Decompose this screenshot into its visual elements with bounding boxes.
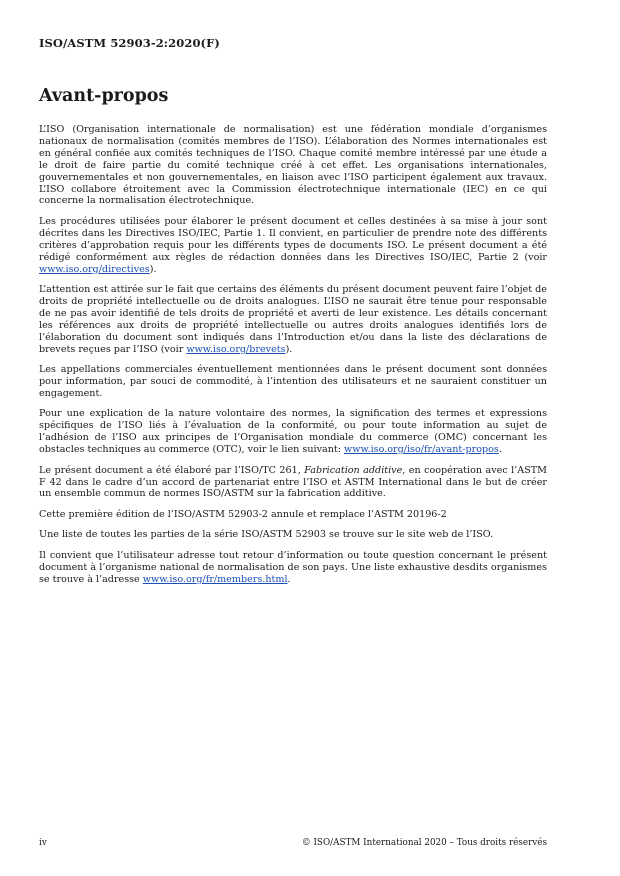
paragraph-procedures [39, 216, 547, 276]
paragraph-feedback-end: . [287, 573, 291, 585]
patents-link[interactable]: www.iso.org/brevets [186, 343, 286, 355]
paragraph-committee-rest: , en coopération avec l’ASTM F 42 dans le cadre d’un accord de partenariat entre l’ISO et ASTM International dans le but de créer un ensemble commun de normes ISO/ASTM sur la fabrication additive. [39, 464, 547, 500]
paragraph-patents-text: L’attention est attirée sur le fait que certains des éléments du présent document peuvent faire l’objet de droits de propriété intellectuelle ou de droits analogues. L’ISO ne saurait être tenue pour responsable de ne pas avoir identifié de tels droits de propriété et averti de leur existence. Les détails concernant les références aux droits de propriété intellectuelle ou autres droits analogues identifiés lors de l’élaboration du document sont indiqués dans l’Introduction et/ou dans la liste des déclarations de brevets reçues par l’ISO (voir [39, 284, 547, 355]
page-title: Avant-propos [39, 86, 169, 106]
paragraph-voluntary-text: Pour une explication de la nature volontaire des normes, la signification des termes et expressions spécifiques de l’ISO liés à l’évaluation de la conformité, ou pour toute information au sujet de l’adhésion de l’ISO aux principes de l’Organisation mondiale du commerce (OMC) concernant les obstacles techniques au commerce (OTC), voir le lien suivant: [39, 408, 547, 456]
paragraph-procedures-text: Les procédures utilisées pour élaborer le présent document et celles destinées à sa mise à jour sont décrites dans les Directives ISO/IEC, Partie 1. Il convient, en particulier de prendre note des différents critères d’approbation requis pour les différents types de documents ISO. Le présent document a été rédigé conformément aux règles de rédaction données dans les Directives ISO/IEC, Partie 2 (voir [39, 215, 547, 263]
directives-link[interactable]: www.iso.org/directives [39, 263, 150, 275]
paragraph-committee-text: Le présent document a été élaboré par l’ISO/TC 261, [39, 464, 305, 476]
paragraph-committee [39, 465, 547, 501]
paragraph-iso-intro: L’ISO (Organisation internationale de normalisation) est une fédération mondiale d’organismes nationaux de normalisation (comités membres de l’ISO). L’élaboration des Normes internationales est en général confiée aux comités techniques de l’ISO. Chaque comité membre intéressé par une étude a le droit de faire partie du comité technique créé à cet effet. Les organisations internationales, gouvernementales et non gouvernementales, en liaison avec l’ISO participent également aux travaux. L’ISO collabore étroitement avec la Commission électrotechnique internationale (IEC) en ce qui concerne la normalisation électrotechnique. [39, 124, 547, 207]
paragraph-voluntary-nature [39, 408, 547, 456]
members-link[interactable]: www.iso.org/fr/members.html [142, 573, 288, 585]
copyright-notice: © ISO/ASTM International 2020 – Tous droits réservés [301, 838, 547, 848]
paragraph-feedback-text: Il convient que l’utilisateur adresse tout retour d’information ou toute question concernant le présent document à l’organisme national de normalisation de son pays. Une liste exhaustive desdits organismes se trouve à l’adresse [39, 549, 547, 585]
paragraph-voluntary-end: . [498, 444, 502, 456]
paragraph-feedback [39, 550, 547, 586]
paragraph-procedures-end: ). [149, 263, 157, 275]
paragraph-series-list: Une liste de toutes les parties de la série ISO/ASTM 52903 se trouve sur le site web de l’ISO. [39, 529, 494, 541]
page-number: iv [39, 838, 47, 848]
committee-title: Fabrication additive [304, 464, 403, 476]
document-header: ISO/ASTM 52903-2:2020(F) [39, 36, 220, 50]
foreword-body [39, 124, 547, 594]
paragraph-edition: Cette première édition de l’ISO/ASTM 52903-2 annule et remplace l’ASTM 20196-2 [39, 508, 447, 520]
paragraph-trade-names: Les appellations commerciales éventuellement mentionnées dans le présent document sont données pour information, par souci de commodité, à l’intention des utilisateurs et ne sauraient constituer un engagement. [39, 364, 547, 399]
foreword-link[interactable]: www.iso.org/iso/fr/avant-propos [344, 444, 499, 456]
paragraph-patents-end: ). [285, 343, 293, 355]
paragraph-patents [39, 284, 547, 355]
